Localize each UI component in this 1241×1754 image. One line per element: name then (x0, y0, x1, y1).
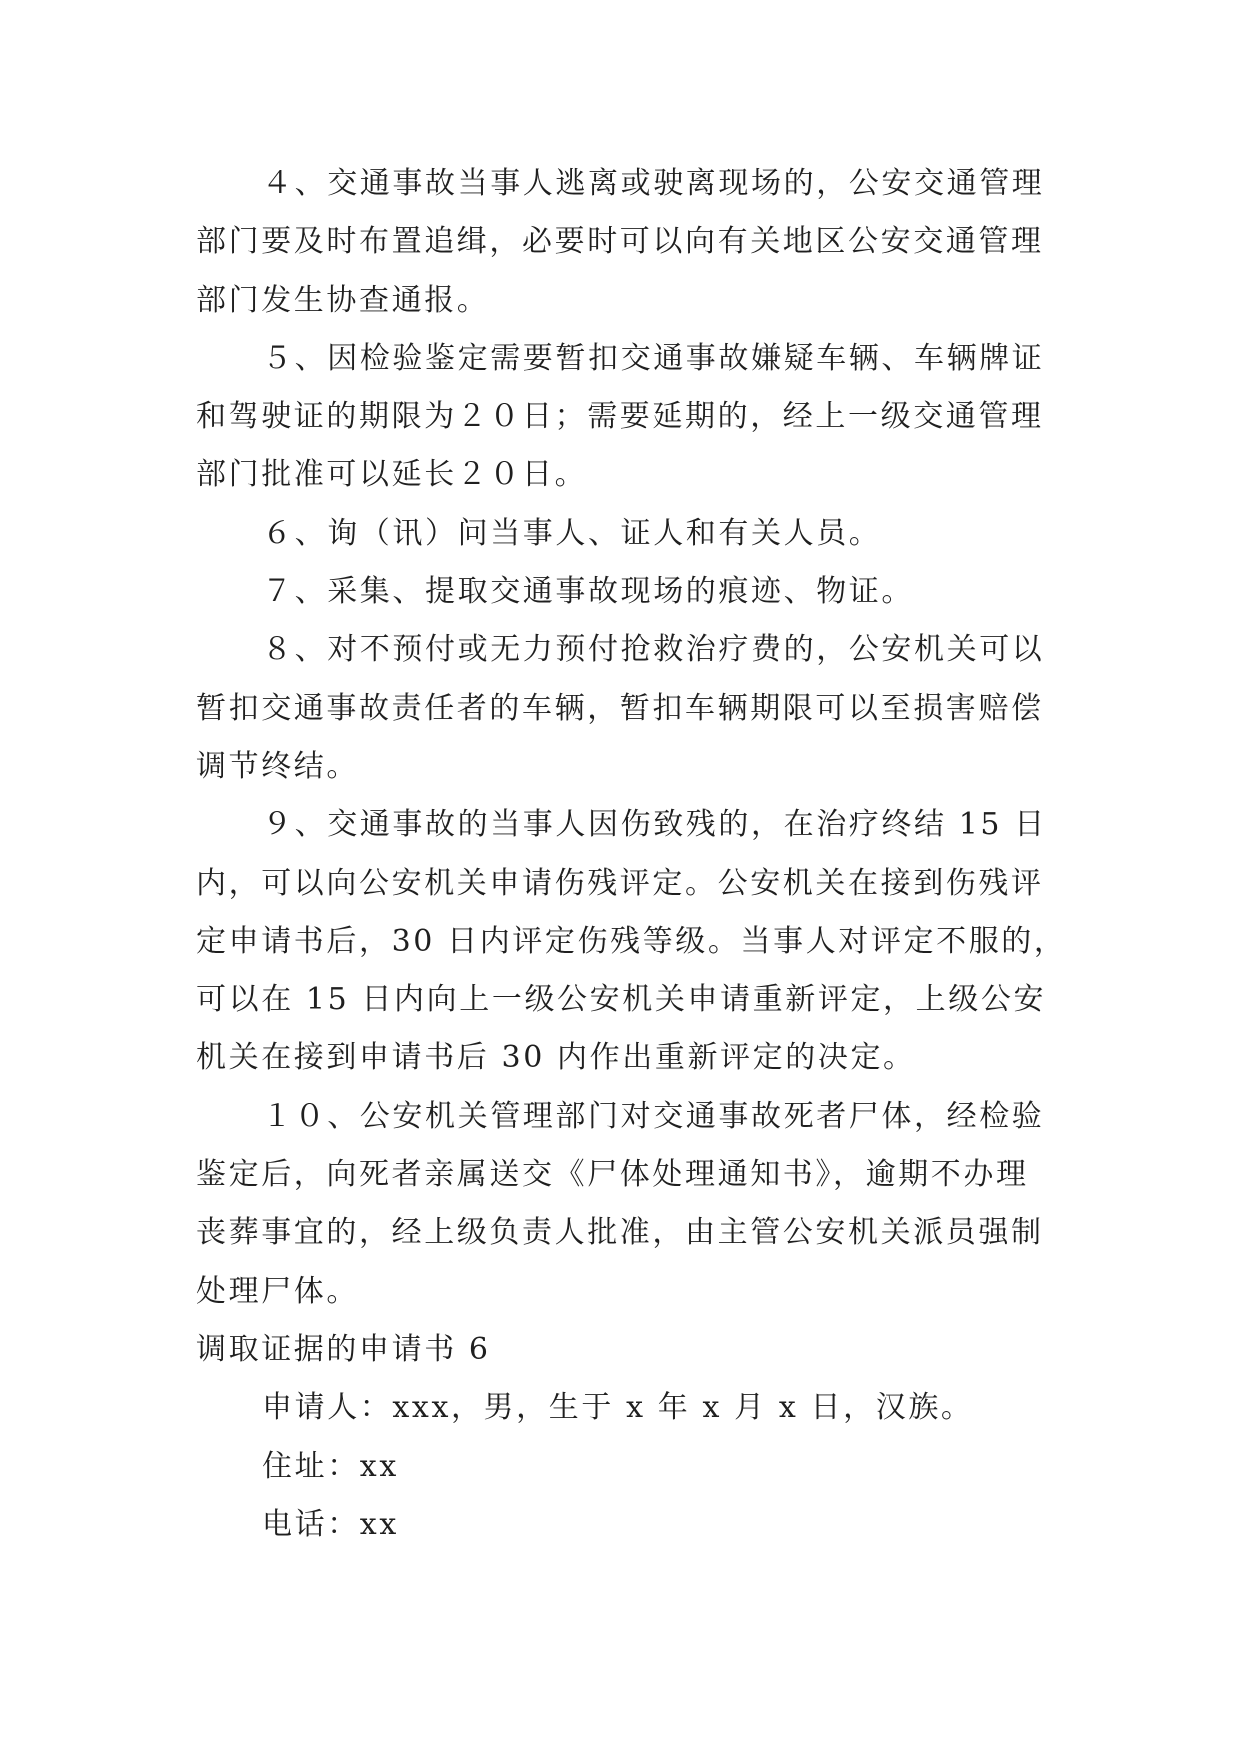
paragraph-10-line-1: １０、公安机关管理部门对交通事故死者尸体，经检验 (262, 1098, 1045, 1134)
paragraph-9-line-1: ９、交通事故的当事人因伤致残的，在治疗终结 15 日 (262, 807, 1047, 843)
section-title: 调取证据的申请书 6 (196, 1331, 491, 1367)
paragraph-9-line-5: 机关在接到申请书后 30 内作出重新评定的决定。 (196, 1040, 916, 1076)
paragraph-5-line-3: 部门批准可以延长２０日。 (196, 457, 588, 493)
applicant-line: 申请人：xxx，男，生于 x 年 x 月 x 日，汉族。 (262, 1390, 974, 1426)
paragraph-8-line-3: 调节终结。 (196, 748, 359, 784)
address-line: 住址：xx (262, 1448, 399, 1484)
paragraph-10-line-4: 处理尸体。 (196, 1273, 359, 1309)
phone-line: 电话：xx (262, 1506, 399, 1542)
paragraph-5-line-2: 和驾驶证的期限为２０日；需要延期的，经上一级交通管理 (196, 399, 1044, 435)
paragraph-4-line-2: 部门要及时布置追缉，必要时可以向有关地区公安交通管理 (196, 224, 1044, 260)
paragraph-10-line-2: 鉴定后，向死者亲属送交《尸体处理通知书》，逾期不办理 (196, 1157, 1029, 1193)
paragraph-4-line-1: ４、交通事故当事人逃离或驶离现场的，公安交通管理 (262, 166, 1045, 201)
paragraph-9-line-2: 内，可以向公安机关申请伤残评定。公安机关在接到伤残评 (196, 865, 1044, 901)
document-body (196, 155, 1076, 1554)
paragraph-9-line-3: 定申请书后，30 日内评定伤残等级。当事人对评定不服的， (196, 923, 1067, 959)
paragraph-7-line-1: ７、采集、提取交通事故现场的痕迹、物证。 (262, 574, 914, 610)
paragraph-6-line-1: ６、询（讯）问当事人、证人和有关人员。 (262, 515, 882, 551)
paragraph-10-line-3: 丧葬事宜的，经上级负责人批准，由主管公安机关派员强制 (196, 1215, 1044, 1251)
paragraph-4-line-3: 部门发生协查通报。 (196, 282, 490, 318)
paragraph-9-line-4: 可以在 15 日内向上一级公安机关申请重新评定，上级公安 (196, 982, 1047, 1018)
paragraph-8-line-1: ８、对不预付或无力预付抢救治疗费的，公安机关可以 (262, 632, 1045, 668)
paragraph-8-line-2: 暂扣交通事故责任者的车辆，暂扣车辆期限可以至损害赔偿 (196, 690, 1044, 726)
paragraph-5-line-1: ５、因检验鉴定需要暂扣交通事故嫌疑车辆、车辆牌证 (262, 340, 1045, 376)
